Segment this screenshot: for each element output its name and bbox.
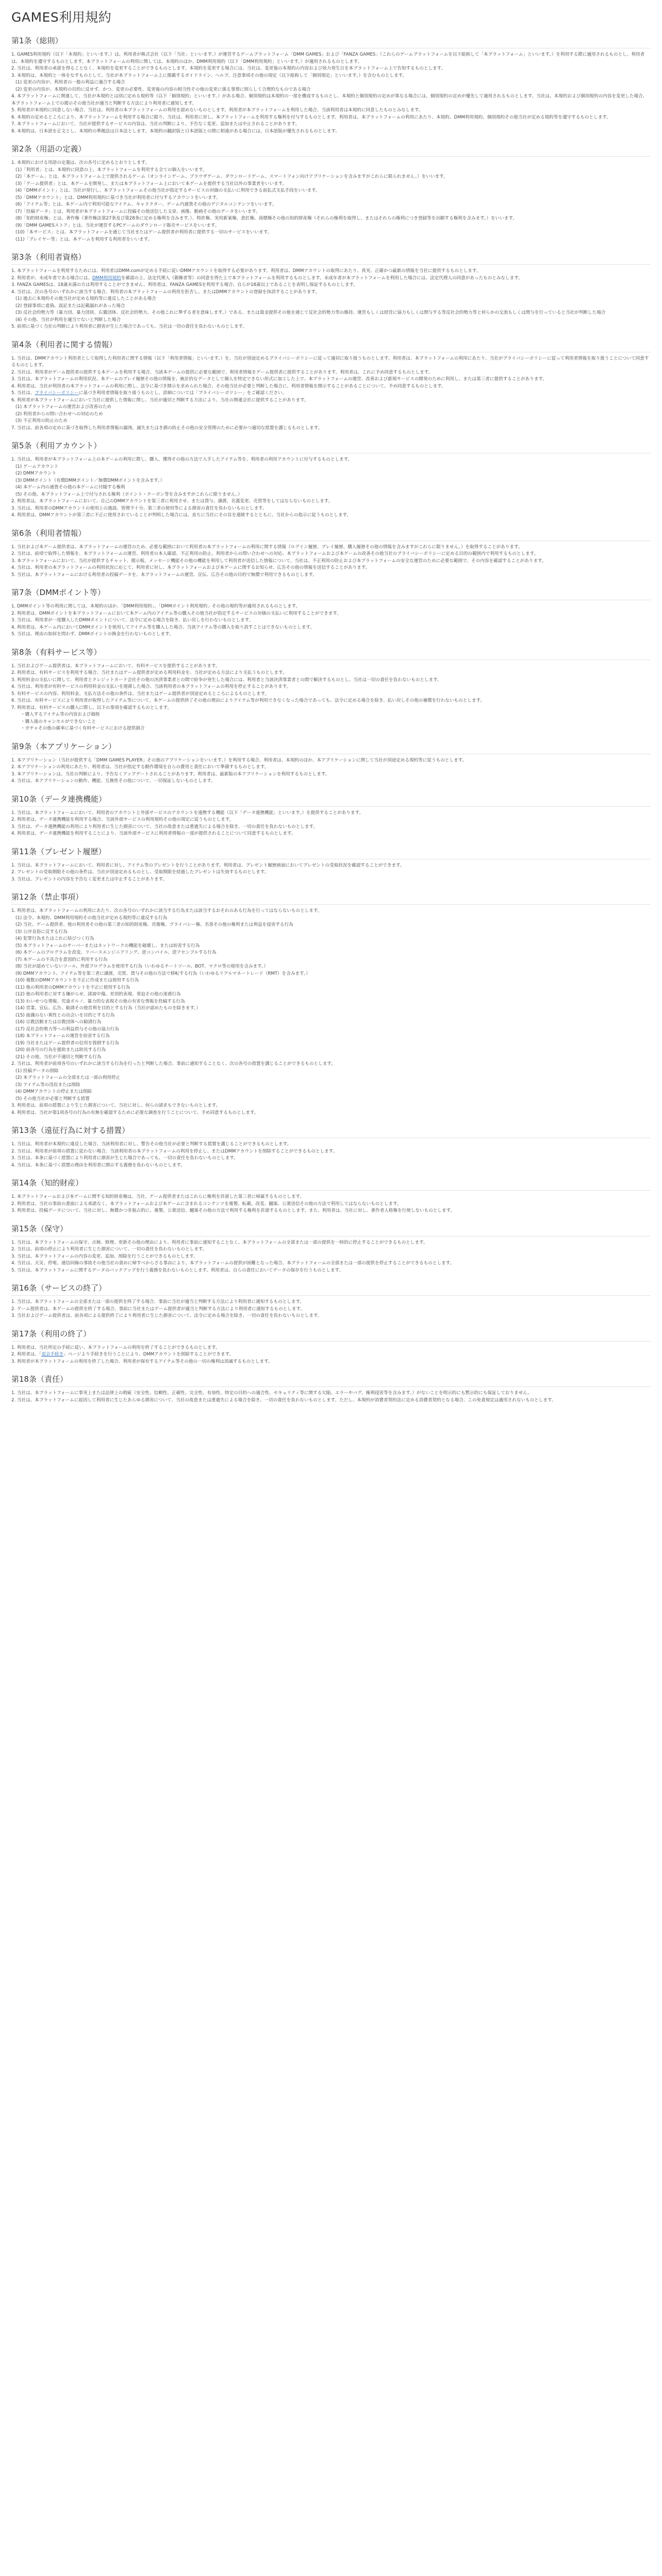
clause-paragraph: 1. 当社は、DMMアカウント利用者として取得した利用者に関する情報（以下「利用者情報」といいます。）を、当社が別途定めるプライバシーポリシーに従って適切に取り扱うものとします。利用者は、本プラットフォームの利用にあたり、当社がプライバシーポリシーに従って利用者情報を取り扱うことについて同意するものとします。 — [11, 355, 649, 368]
article-section — [11, 528, 651, 579]
clause-item: (12) 他の利用者に対する嫌がらせ、誹謗中傷、差別的表現、脅迫その他の迷惑行為 — [15, 992, 181, 997]
clause-item: (5) その他当社が必要と判断する措置 — [15, 1096, 90, 1101]
clause-item: (2) 登録事項に虚偽、誤記または記載漏れがあった場合 — [15, 303, 125, 309]
clause-paragraph: 6. 本規約の定めるところにより、本プラットフォームを利用する場合に限り、当社は、利用者に対し、本プラットフォームを利用する権利を付与するものとします。利用者は、本プラットフォームの利用にあたり、本規約、DMM利用規約、個別規約その他当社が定める規約等を遵守するものとします。 — [11, 114, 611, 120]
clause-paragraph: 3. 当社は、本プラットフォームの利用状況、本ゲームのプレイ履歴その他の情報を、統計的なデータとして個人を特定できない形式に加工した上で、本プラットフォームの運営、改善および新規サービスの開発のために利用し、または第三者に提供することがあります。 — [11, 377, 547, 382]
clause-item: (4)「DMMポイント」とは、当社が発行し、本プラットフォームその他当社が指定するサービスの対価の支払いに利用できる前払式支払手段をいいます。 — [15, 188, 320, 193]
article-body — [11, 1240, 651, 1275]
article-section — [11, 647, 651, 733]
clause-paragraph: 1. 利用者は、当社所定の手続に従い、本プラットフォームの利用を終了することができるものとします。 — [11, 1345, 220, 1350]
article-heading: 第18条（責任） — [11, 1374, 651, 1387]
article-heading: 第2条（用語の定義） — [11, 143, 651, 157]
clause-paragraph: 4. 本プラットフォームに関連して、当社が本規約とは別に定める規約等（以下「個別規約」といいます。）がある場合、個別規約は本規約の一部を構成するものとし、本規約と個別規約の定めが異なる場合には、個別規約の定めが優先して適用されるものとします。当社は、本規約および個別規約の内容を変更した場合、本プラットフォーム上での掲示その他当社が適当と判断する方法により利用者に通知します。 — [11, 94, 648, 106]
clause-paragraph: 1. 利用者は、本プラットフォームの利用にあたり、次の各号のいずれかに該当する行為または該当するおそれのある行為を行ってはならないものとします。 — [11, 908, 322, 913]
clause-paragraph: 3. 本アプリケーションは、当社の判断により、予告なくアップデートされることがあります。利用者は、最新版の本アプリケーションを利用するものとします。 — [11, 771, 330, 777]
clause-item: (4) 犯罪行為またはこれに結びつく行為 — [15, 936, 94, 941]
article-section — [11, 793, 651, 838]
article-body — [11, 1390, 651, 1404]
clause-item: (1) 法令、本規約、DMM利用規約その他当社が定める規約等に違反する行為 — [15, 915, 168, 921]
clause-paragraph: 4. 利用者は、当社が利用者の本プラットフォームの利用に関し、法令に基づき開示を求められた場合、その他当社が必要と判断した場合に、利用者情報を開示することがあることについて、予め同意するものとします。 — [11, 383, 446, 389]
clause-paragraph: 7. 利用者は、有料サービスの購入に際し、以下の事項を確認するものとします。 — [11, 705, 172, 710]
clause-paragraph: 8. 本規約は、日本語を正文とし、本規約の準拠法は日本法とします。本規約の翻訳版と日本語版との間に相違がある場合には、日本語版が優先されるものとします。 — [11, 128, 340, 134]
inline-link[interactable]: プライバシーポリシー — [35, 391, 79, 396]
article-heading: 第9条（本アプリケーション） — [11, 741, 651, 754]
clause-paragraph: 4. 利用者は、DMMアカウントが第三者に不正に使用されていることが判明した場合には、直ちに当社にその旨を連絡するとともに、当社からの指示に従うものとします。 — [11, 513, 351, 518]
clause-item: (9)「DMM GAMESストア」とは、当社が運営するPCゲームのダウンロード販売サービスをいいます。 — [15, 223, 220, 228]
clause-item: (7)「投稿データ」とは、利用者が本プラットフォームに投稿その他送信した文章、画像、動画その他のデータをいいます。 — [15, 209, 260, 214]
clause-paragraph: 2. 当社は、利用者が前項各号のいずれかに該当する行為を行ったと判断した場合、事前に通知することなく、次の各号の措置を講じることができるものとします。 — [11, 1061, 336, 1066]
clause-paragraph: 1. 本アプリケーション（当社が提供する「DMM GAMES PLAYER」その他のアプリケーションをいいます。）を利用する場合、利用者は、本規約のほか、本アプリケーションに関して当社が別途定める規約等に従うものとします。 — [11, 757, 467, 763]
article-heading: 第4条（利用者に関する情報） — [11, 339, 651, 352]
article-body — [11, 456, 651, 519]
clause-paragraph: 1. 当社およびゲーム提供者は、本プラットフォームにおいて、有料サービスを提供することがあります。 — [11, 663, 220, 669]
clause-paragraph: 3. 利用者は、前項の措置により生じた損害について、当社に対し、何らの請求もできないものとします。 — [11, 1103, 221, 1108]
clause-paragraph: 1. 本規約における用語の定義は、次の各号に定めるとおりとします。 — [11, 160, 150, 165]
article-body — [11, 1299, 651, 1320]
clause-item: ・ガチャその他の確率に基づく有料サービスにおける提供割合 — [21, 726, 145, 731]
clause-item: (4) DMMアカウントの停止または削除 — [15, 1089, 92, 1094]
clause-item: (15) 面識のない異性との出会いを目的とする行為 — [15, 1012, 115, 1018]
clause-paragraph: 3. 当社は、本プラットフォームの内容の変更、追加、削除を行うことができるものとします。 — [11, 1253, 198, 1259]
clause-item: (3) 公序良俗に反する行為 — [15, 929, 68, 935]
clause-item: (2)「本ゲーム」とは、本プラットフォーム上で提供されるゲーム（オンラインゲーム、ブラウザゲーム、ダウンロードゲーム、スマートフォン向けアプリケーションを含みますがこれらに限られません。）をいいます。 — [15, 174, 448, 179]
clause-paragraph: 1. 当社は、利用者が本プラットフォーム上の本ゲームの利用に際し、購入、獲得その他の方法で入手したアイテム等を、利用者の利用アカウントに付与するものとします。 — [11, 457, 353, 462]
clause-paragraph: 3. 利用者は、投稿データについて、当社に対し、無償かつ非独占的に、複製、公衆送信、翻案その他の方法で利用する権利を許諾するものとします。また、利用者は、当社に対し、著作者人格権を行使しないものとします。 — [11, 1208, 455, 1213]
clause-paragraph: 1. GAMES利用規約（以下「本規約」といいます。）は、利用者が株式会社（以下「当社」といいます。）が運営するゲームプラットフォーム「DMM GAMES」および「FANZA GAMES」（これらのゲームプラットフォームを以下総称して「本プラットフォーム」といいます。）を利用する際に適用されるものとし、利用者は、本規約を遵守するものとします。本プラットフォームの利用に関しては、本規約のほか、DMM利用規約（以下「DMM利用規約」といいます。）が適用されるものとします。 — [11, 52, 645, 64]
clause-paragraph: 2. 当社は、利用者の承諾を得ることなく、本規約を変更することができるものとします。本規約を変更する場合には、当社は、変更後の本規約の内容および効力発生日を本プラットフォーム上で告知するものとします。 — [11, 66, 446, 71]
clause-item: (11)「プレイヤー等」とは、本ゲームを利用する利用者をいいます。 — [15, 236, 153, 242]
article-heading: 第16条（サービスの終了） — [11, 1282, 651, 1296]
clause-item: (11) 他の利用者のDMMアカウントを不正に使用する行為 — [15, 985, 130, 990]
article-heading: 第14条（知的財産） — [11, 1177, 651, 1191]
clause-paragraph: 4. 当社は、利用者の本プラットフォームの利用状況に応じて、利用者に対し、本プラットフォームおよび本ゲームに関するお知らせ、広告その他の情報を送信することがあります。 — [11, 565, 370, 570]
clause-paragraph: 2. 利用者が、未成年者である場合には、DMM利用規約を確認の上、法定代理人（親権者等）の同意を得た上で本プラットフォームを利用するものとします。未成年者が本プラットフォームを利用した場合には、法定代理人の同意があったものとみなします。 — [11, 275, 523, 281]
clause-item: (2) 利用者からの問い合わせへの対応のため — [15, 411, 103, 417]
clause-item: (1) 本プラットフォームの運営および改善のため — [15, 404, 111, 410]
article-body — [11, 862, 651, 884]
clause-item: (1) 投稿データの削除 — [15, 1068, 59, 1074]
clause-item: (9) DMMアカウント、アイテム等を第三者に譲渡、売買、貸与その他の方法で移転する行為（いわゆるリアルマネートレード（RMT）を含みます。） — [15, 971, 310, 976]
clause-paragraph: 3. FANZA GAMESは、18歳未満の方は利用することができません。利用者は、FANZA GAMESを利用する場合、自らが18歳以上であることを表明し保証するものとします。 — [11, 282, 358, 287]
clause-paragraph: 6. 利用者が本プラットフォームにおいて当社に提供した情報に関し、当社が適切と判断する方法により、当社の関連会社に提供することがあります。 — [11, 397, 309, 403]
clause-item: ・購入後のキャンセルができないこと — [21, 719, 96, 724]
clause-item: (3)「ゲーム提供者」とは、本ゲームを開発し、または本プラットフォーム上において本ゲームを提供する当社以外の事業者をいいます。 — [15, 181, 287, 187]
clause-paragraph: 2. 当社は、利用者が前項の措置に従わない場合、当該利用者の本プラットフォームの利用を停止し、またはDMMアカウントを削除することができるものとします。 — [11, 1148, 338, 1154]
clause-item: (13) わいせつな情報、児童ポルノ、暴力的な表現その他の有害な情報を投稿する行為 — [15, 998, 185, 1004]
clause-paragraph: 3. 利用者が本プラットフォームの利用を終了した場合、利用者が保有するアイテム等その他の一切の権利は消滅するものとします。 — [11, 1359, 273, 1364]
article-section — [11, 1125, 651, 1169]
clause-paragraph: 5. 利用者が本規約に同意しない場合、当社は、利用者の本プラットフォームの利用を認めないものとします。利用者が本プラットフォームを利用した場合、当該利用者は本規約に同意したものとみなします。 — [11, 108, 423, 113]
clause-paragraph: 1. 本プラットフォームを利用するためには、利用者はDMM.comが定める手続に従いDMMアカウントを取得する必要があります。利用者は、DMMアカウントの取得にあたり、真実、正確かつ最新の情報を当社に提供するものとします。 — [11, 268, 481, 274]
article-section — [11, 1223, 651, 1275]
clause-paragraph: 2. ゲーム提供者は、本ゲームの提供を終了する場合、事前に当社またはゲーム提供者が適当と判断する方法により利用者に通知するものとします。 — [11, 1306, 305, 1312]
clause-item: (19) 当社またはゲーム提供者の信用を毀損する行為 — [15, 1040, 119, 1046]
clause-paragraph: 2. 本アプリケーションの利用にあたり、利用者は、当社が指定する動作環境を自らの費用と責任において準備するものとします。 — [11, 765, 269, 770]
clause-item: (1) 変更の内容が、利用者の一般の利益に適合する場合 — [15, 80, 125, 85]
clause-paragraph: 2. 利用者は、データ連携機能を利用する場合、当該外部サービスの利用規約その他の規定に従うものとします。 — [11, 817, 234, 822]
clause-paragraph: 4. 当社は、天災、停電、通信回線の事故その他当社の責めに帰すべからざる事由により、本プラットフォームの提供が困難となった場合、本プラットフォームの全部または一部の提供を停止することができるものとします。 — [11, 1261, 455, 1266]
article-body — [11, 355, 651, 432]
article-section — [11, 741, 651, 785]
clause-item: (4) 本ゲーム内の通貨その他の本ゲームに付随する権利 — [15, 485, 125, 490]
clause-item: (10) 複数のDMMアカウントを不正に作成または使用する行為 — [15, 978, 139, 983]
article-body — [11, 810, 651, 838]
clause-paragraph: 3. 当社およびゲーム提供者は、前各項による提供終了により利用者に生じた損害について、法令に定める場合を除き、一切の責任を負わないものとします。 — [11, 1313, 322, 1318]
article-section — [11, 587, 651, 638]
clause-paragraph: 1. 当社は、本プラットフォームにおいて、利用者のアカウントと外部サービスのアカウントを連携する機能（以下「データ連携機能」といいます。）を提供することがあります。 — [11, 810, 363, 816]
clause-item: (6) 本ゲームのプログラムを改変、リバースエンジニアリング、逆コンパイル、逆アセンブルする行為 — [15, 950, 217, 955]
article-section — [11, 440, 651, 519]
clause-item: (4) その他、当社が利用を適当でないと判断した場合 — [15, 317, 121, 323]
clause-paragraph: 6. 当社は、有料サービスにより利用者が取得したアイテム等について、本ゲームの提供終了その他の理由によりアイテム等が利用できなくなった場合であっても、法令に定める場合を除き、払い戻しその他の補償を行わないものとします。 — [11, 698, 485, 703]
clause-paragraph: 3. 当社は、データ連携機能の利用により利用者に生じた損害について、当社の故意または重過失による場合を除き、一切の責任を負わないものとします。 — [11, 824, 318, 829]
clause-paragraph: 2. 利用者は、DMMポイントを本プラットフォームにおいて本ゲーム内のアイテム等の購入その他当社が指定するサービスの対価の支払いに利用することができます。 — [11, 611, 341, 616]
clause-paragraph: 7. 本プラットフォームにおいて、当社が提供するサービスの内容は、当社の判断により、予告なく変更、追加または中止されることがあります。 — [11, 122, 300, 127]
clause-paragraph: 1. 当社は、本プラットフォームにおいて、利用者に対し、アイテム等のプレゼントを行うことがあります。利用者は、プレゼント履歴画面においてプレゼントの受取状況を確認することができます。 — [11, 862, 405, 868]
clause-paragraph: 3. 当社は、本条に基づく措置により利用者に損害が生じた場合であっても、一切の責任を負わないものとします。 — [11, 1156, 238, 1161]
clause-item: (18) 本プラットフォームの運営を妨害する行為 — [15, 1033, 110, 1039]
article-section — [11, 35, 651, 135]
clause-item: (14) 営業、宣伝、広告、勧誘その他営利を目的とする行為（当社が認めたものを除きます。） — [15, 1006, 201, 1011]
article-heading: 第6条（利用者情報） — [11, 528, 651, 541]
article-body — [11, 544, 651, 579]
article-section — [11, 339, 651, 432]
clause-paragraph: 5. 前項に基づく当社の判断により利用者に損害が生じた場合であっても、当社は一切の責任を負わないものとします。 — [11, 324, 247, 329]
clause-paragraph: 4. 当社は、本条に基づく措置の理由を利用者に開示する義務を負わないものとします。 — [11, 1162, 185, 1168]
article-heading: 第3条（利用者資格） — [11, 251, 651, 265]
clause-item: (2) DMMアカウント — [15, 471, 57, 476]
clause-paragraph: 2. 当社は、前項の停止により利用者に生じた損害について、一切の責任を負わないものとします。 — [11, 1247, 207, 1252]
article-body — [11, 603, 651, 638]
clause-item: (17) 反社会的勢力等への利益供与その他の協力行為 — [15, 1026, 119, 1032]
clause-paragraph: 7. 当社は、前各項の定めに基づき取得した利用者情報の漏洩、滅失またはき損の防止その他の安全管理のために必要かつ適切な措置を講じるものとします。 — [11, 425, 323, 431]
article-body — [11, 908, 651, 1116]
clause-paragraph: 2. 利用者は、当社の事前の書面による承諾なく、本プラットフォームおよび本ゲームに含まれるコンテンツを複製、転載、改変、翻案、公衆送信その他の方法で利用してはならないものとします。 — [11, 1201, 402, 1207]
clause-item: (5) その他、本プラットフォーム上で付与される権利（ポイント・クーポン等を含みますがこれらに限りません。） — [15, 492, 242, 497]
clause-item: (20) 前各号の行為を援助または助長する行為 — [15, 1047, 106, 1053]
clause-paragraph: 2. プレゼントの受取期限その他の条件は、当社が別途定めるものとし、受取期限を経過したプレゼントは失効するものとします。 — [11, 870, 269, 875]
clause-paragraph: 3. 当社は、利用者が一度購入したDMMポイントについて、法令に定める場合を除き、払い戻しを行わないものとします。 — [11, 618, 254, 623]
clause-paragraph: 1. 当社は、本プラットフォームの全部または一部の提供を終了する場合、事前に当社が適当と判断する方法により利用者に通知するものとします。 — [11, 1299, 304, 1304]
clause-paragraph: 5. 当社は、本プラットフォームに関するデータのバックアップを行う義務を負わないものとします。利用者は、自らの責任においてデータの保存を行うものとします。 — [11, 1267, 344, 1273]
clause-paragraph: 5. 当社は、本プラットフォームにおける利用者の投稿データを、本プラットフォームの運営、宣伝、広告その他の目的で無償で利用できるものとします。 — [11, 572, 317, 578]
clause-paragraph: 2. 利用者は、本プラットフォームにおいて、自己のDMMアカウントを第三者に利用させ、または貸与、譲渡、名義変更、売買等をしてはならないものとします。 — [11, 499, 333, 504]
article-body — [11, 160, 651, 243]
clause-paragraph: 3. 本プラットフォームにおいて、当社が提供するチャット、掲示板、メッセージ機能その他の機能を利用して利用者が送信した情報について、当社は、不正利用の防止および本プラットフォームの安全な運営のために必要な範囲で、その内容を確認することがあります。 — [11, 558, 547, 564]
article-heading: 第12条（禁止事項） — [11, 891, 651, 905]
clause-paragraph: 4. 当社は、利用者が有料サービスの利用料金の支払いを遅滞した場合、当該利用者の本プラットフォームの利用を停止することがあります。 — [11, 684, 291, 689]
clause-item: (10)「本サービス」とは、本プラットフォームを通じて当社またはゲーム提供者が利用者に提供する一切のサービスをいいます。 — [15, 230, 272, 235]
clause-paragraph: 4. 当社は、本アプリケーションの動作、機能、互換性その他について、一切保証しないものとします。 — [11, 778, 216, 784]
article-body — [11, 1141, 651, 1169]
clause-paragraph: 4. 当社は、次の各号のいずれかに該当する場合、利用者の本プラットフォームの利用を拒否し、またはDMMアカウントの登録を抹消することがあります。 — [11, 289, 320, 295]
clause-paragraph: 1. 当社は、本プラットフォームの保守、点検、修理、更新その他の理由により、利用者に事前に通知することなく、本プラットフォームの全部または一部の提供を一時的に停止することができるものとします。 — [11, 1240, 428, 1245]
article-section — [11, 1282, 651, 1320]
clause-item: (8) 当社が認めていないツール、外部プログラムを使用する行為（いわゆるチートツール、BOT、マクロ等の使用を含みます。） — [15, 964, 268, 969]
inline-link[interactable]: DMM利用規約 — [92, 275, 121, 281]
clause-paragraph: 2. 利用者は、有料サービスを利用する場合、当社またはゲーム提供者が定める利用料金を、当社が定める方法により支払うものとします。 — [11, 670, 287, 675]
clause-item: (5)「DMMアカウント」とは、DMM利用規約に基づき当社が利用者に付与するアカウントをいいます。 — [15, 195, 221, 200]
clause-item: (6)「アイテム等」とは、本ゲーム内で利用可能なアイテム、キャラクター、ゲーム内通貨その他のデジタルコンテンツをいいます。 — [15, 202, 277, 207]
clause-paragraph: 4. 利用者は、データ連携機能を利用することにより、当該外部サービスに利用者情報の一部が提供されることについて同意するものとします。 — [11, 831, 296, 836]
clause-item: ・購入するアイテム等の内容および価格 — [21, 712, 100, 717]
article-heading: 第11条（プレゼント履歴） — [11, 846, 651, 859]
clause-item: (3) DMMポイント（有償DMMポイント／無償DMMポイントを含みます。） — [15, 478, 165, 483]
clause-item: (3) 不正利用の防止のため — [15, 418, 68, 423]
article-heading: 第5条（利用アカウント） — [11, 440, 651, 453]
clause-item: (1) 過去に本規約その他当社が定める規約等に違反したことがある場合 — [15, 296, 156, 301]
article-heading: 第7条（DMMポイント等） — [11, 587, 651, 600]
article-section — [11, 891, 651, 1116]
clause-item: (2) 当社、ゲーム提供者、他の利用者その他の第三者の知的財産権、肖像権、プライバシー権、名誉その他の権利または利益を侵害する行為 — [15, 922, 293, 927]
article-heading: 第10条（データ連携機能） — [11, 793, 651, 807]
article-body — [11, 268, 651, 331]
clause-item: (1)「利用者」とは、本規約に同意の上、本プラットフォームを利用する全ての個人をいいます。 — [15, 167, 207, 173]
article-body — [11, 1345, 651, 1366]
clause-paragraph: 5. 当社は、理由の如何を問わず、DMMポイントの換金を行わないものとします。 — [11, 632, 174, 637]
clause-paragraph: 2. 当社は、利用者がゲーム提供者の提供する本ゲームを利用する場合、当該本ゲームの提供に必要な範囲で、利用者情報をゲーム提供者に提供することがあります。利用者は、これに予め同意するものとします。 — [11, 369, 433, 375]
article-section — [11, 1328, 651, 1366]
clause-paragraph: 2. 利用者は、「退会手続き」ページより手続きを行うことにより、DMMアカウントを削除することができます。 — [11, 1352, 234, 1357]
article-heading: 第15条（保守） — [11, 1223, 651, 1236]
article-body — [11, 52, 651, 135]
clause-paragraph: 5. 有料サービスの内容、利用料金、支払方法その他の条件は、当社またはゲーム提供者が別途定めるところによるものとします。 — [11, 691, 270, 697]
clause-paragraph: 1. 本プラットフォームおよび本ゲームに関する知的財産権は、当社、ゲーム提供者またはこれらに権利を許諾した第三者に帰属するものとします。 — [11, 1194, 304, 1199]
clause-item: (3) アイテム等の没収または削除 — [15, 1082, 80, 1088]
article-body — [11, 663, 651, 733]
clause-paragraph: 3. 利用料金の支払いに関して、利用者とクレジットカード会社その他の決済事業者との間で紛争が発生した場合には、利用者と当該決済事業者との間で解決するものとし、当社は一切の責任を負わないものとします。 — [11, 677, 442, 683]
clause-item: (2) 変更の内容が、本規約の目的に反せず、かつ、変更の必要性、変更後の内容の相当性その他の変更に係る事情に照らして合理的なものである場合 — [15, 87, 311, 92]
clause-paragraph: 4. 利用者は、当社が第1項各号の行為の有無を確認するために必要な調査を行うことについて、予め同意するものとします。 — [11, 1110, 259, 1115]
article-heading: 第17条（利用の終了） — [11, 1328, 651, 1342]
clause-item: (7) 本ゲームの不具合を意図的に利用する行為 — [15, 957, 108, 962]
clause-item: (8)「知的財産権」とは、著作権（著作権法第27条及び第28条に定める権利を含みます。）、特許権、実用新案権、意匠権、商標権その他の知的財産権（それらの権利を取得し、またはそれらの権利につき登録等を出願する権利を含みます。）をいいます。 — [15, 216, 517, 221]
article-section — [11, 1374, 651, 1404]
clause-paragraph: 3. 当社は、利用者のDMMアカウントの使用上の過誤、管理不十分、第三者の使用等による損害の責任を負わないものとします。 — [11, 505, 267, 511]
clause-paragraph: 2. 当社は、本プラットフォームに起因して利用者に生じたあらゆる損害について、当社の故意または重過失による場合を除き、一切の責任を負わないものとします。ただし、本規約が消費者契約法に定める消費者契約となる場合、この免責規定は適用されないものとします。 — [11, 1397, 556, 1403]
clause-item: (2) 本プラットフォームの全部または一部の利用停止 — [15, 1075, 121, 1080]
inline-link[interactable]: 退会手続き — [41, 1352, 64, 1357]
articles-container — [11, 35, 651, 1404]
article-heading: 第8条（有料サービス等） — [11, 647, 651, 660]
clause-item: (16) 宗教活動または宗教団体への勧誘行為 — [15, 1020, 102, 1025]
clause-item: (5) 本プラットフォームのサーバーまたはネットワークの機能を破壊し、または妨害する行為 — [15, 943, 200, 948]
clause-paragraph: 2. 当社は、前項で取得した情報を、本プラットフォームの運営、利用者の本人確認、不正利用の防止、利用者からの問い合わせへの対応、本プラットフォームおよび本ゲームの改善その他当社のプライバシーポリシーに定める目的の範囲内で利用するものとします。 — [11, 551, 539, 556]
article-section — [11, 143, 651, 243]
article-heading: 第13条（遠征行為に対する措置） — [11, 1125, 651, 1138]
page-title: GAMES利用規約 — [11, 10, 112, 25]
article-section — [11, 251, 651, 331]
clause-paragraph: 3. 当社は、プレゼントの内容を予告なく変更または中止することがあります。 — [11, 876, 168, 882]
article-heading: 第1条（総則） — [11, 35, 651, 48]
clause-item: (1) ゲームアカウント — [15, 464, 59, 469]
article-section — [11, 1177, 651, 1215]
clause-item: (21) その他、当社が不適切と判断する行為 — [15, 1054, 102, 1060]
article-body — [11, 757, 651, 785]
clause-paragraph: 1. 当社および本ゲーム提供者は、本プラットフォームの運営のため、必要な範囲において利用者の本プラットフォームの利用に関する情報（ログイン履歴、プレイ履歴、購入履歴その他の情報を含みますがこれらに限りません。）を取得することがあります。 — [11, 544, 523, 550]
clause-paragraph: 3. 本規約は、本規約と一体をなすものとして、当社が本プラットフォーム上に掲載するガイドライン、ヘルプ、注意事項その他の規定（以下総称して「個別規定」といいます。）を含むものとします。 — [11, 73, 407, 78]
clause-paragraph: 1. 当社は、本プラットフォームに事実上または法律上の瑕疵（安全性、信頼性、正確性、完全性、有効性、特定の目的への適合性、セキュリティ等に関する欠陥、エラーやバグ、権利侵害等を含みます。）がないことを明示的にも黙示的にも保証しておりません。 — [11, 1391, 532, 1396]
clause-paragraph: 1. DMMポイント等の利用に関しては、本規約のほか、「DMM利用規約」、「DMMポイント利用規約」その他の規約等が適用されるものとします。 — [11, 604, 301, 609]
clause-paragraph: 5. 当社は、プライバシーポリシーに基づき利用者情報を取り扱うものとし、詳細については「プライバシーポリシー」をご確認ください。 — [11, 391, 287, 396]
clause-paragraph: 4. 利用者は、本ゲーム内においてDMMポイントを使用してアイテム等を購入した場合、当該アイテム等の購入を取り消すことはできないものとします。 — [11, 624, 315, 630]
clause-paragraph: 1. 当社は、利用者が本規約に違反した場合、当該利用者に対し、警告その他当社が必要と判断する措置を講じることができるものとします。 — [11, 1142, 292, 1147]
article-section — [11, 846, 651, 884]
article-body — [11, 1194, 651, 1215]
clause-item: (3) 反社会的勢力等（暴力団、暴力団員、右翼団体、反社会的勢力、その他これに準ずる者を意味します。）である、または資金提供その他を通じて反社会的勢力等の維持、運営もしくは経営に協力もしくは関与する等反社会的勢力等と何らかの交流もしくは関与を行っていると当社が判断した場合 — [15, 310, 606, 315]
